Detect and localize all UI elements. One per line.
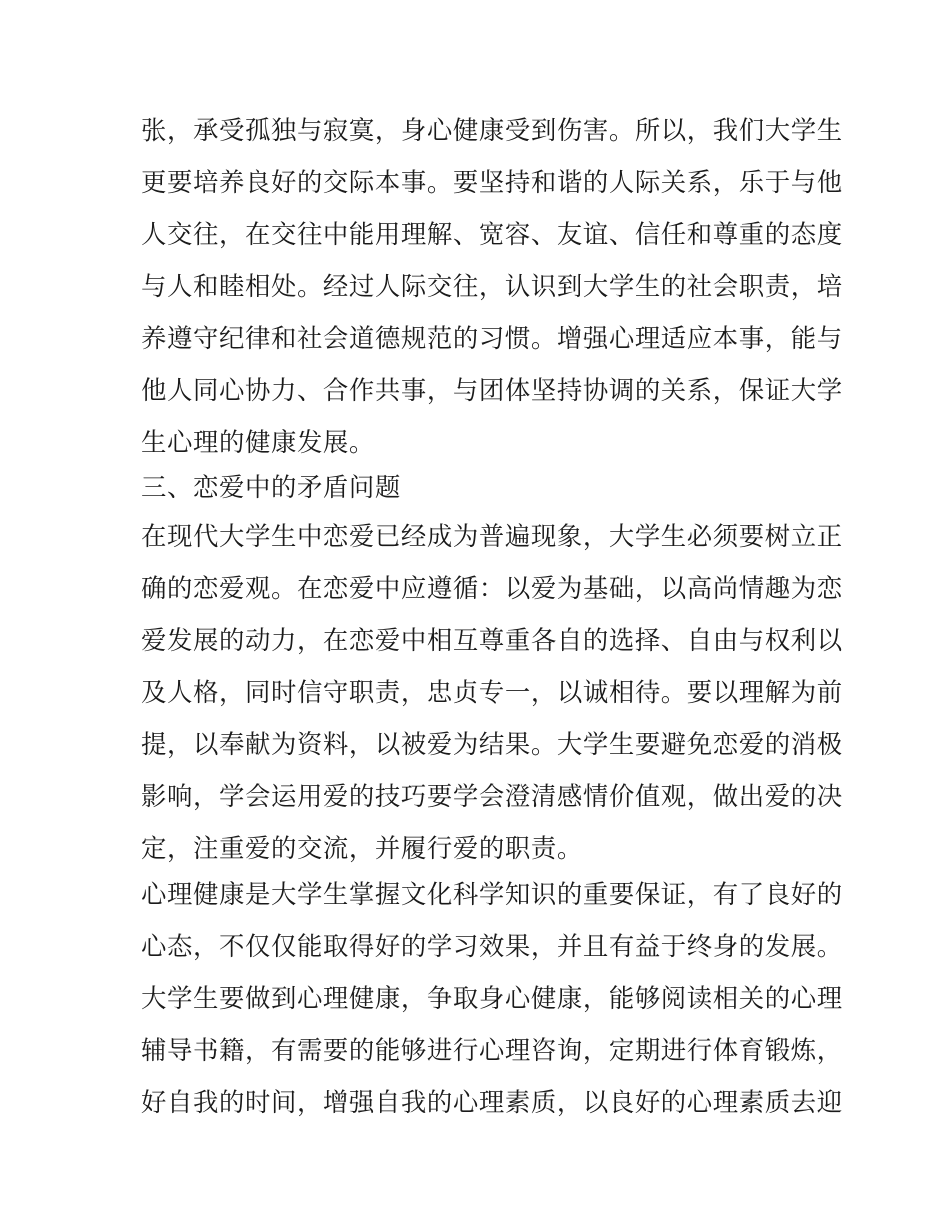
- text-line: 养遵守纪律和社会道德规范的习惯。增强心理适应本事，能与: [141, 323, 843, 353]
- text-line: 大学生要做到心理健康，争取身心健康，能够阅读相关的心理: [141, 983, 843, 1013]
- text-line: 爱发展的动力，在恋爱中相互尊重各自的选择、自由与权利以: [141, 625, 843, 655]
- text-line: 他人同心协力、合作共事，与团体坚持协调的关系，保证大学: [141, 375, 843, 405]
- text-line: 及人格，同时信守职责，忠贞专一，以诚相待。要以理解为前: [141, 677, 843, 707]
- text-line: 影响，学会运用爱的技巧要学会澄清感情价值观，做出爱的决: [141, 781, 843, 811]
- text-line: 人交往，在交往中能用理解、宽容、友谊、信任和尊重的态度: [141, 219, 843, 249]
- text-line: 心态，不仅仅能取得好的学习效果，并且有益于终身的发展。: [141, 931, 843, 961]
- text-line: 在现代大学生中恋爱已经成为普遍现象，大学生必须要树立正: [141, 521, 843, 551]
- text-line: 确的恋爱观。在恋爱中应遵循：以爱为基础，以高尚情趣为恋: [141, 573, 843, 603]
- text-line: 更要培养良好的交际本事。要坚持和谐的人际关系，乐于与他: [141, 167, 843, 197]
- text-line: 定，注重爱的交流，并履行爱的职责。: [141, 833, 583, 863]
- text-line: 生心理的健康发展。: [141, 427, 375, 457]
- section-heading: 三、恋爱中的矛盾问题: [141, 472, 401, 502]
- text-line: 与人和睦相处。经过人际交往，认识到大学生的社会职责，培: [141, 271, 843, 301]
- text-line: 好自我的时间，增强自我的心理素质，以良好的心理素质去迎: [141, 1087, 843, 1117]
- text-line: 提，以奉献为资料，以被爱为结果。大学生要避免恋爱的消极: [141, 729, 843, 759]
- text-line: 辅导书籍，有需要的能够进行心理咨询，定期进行体育锻炼，: [141, 1035, 843, 1065]
- text-line: 心理健康是大学生掌握文化科学知识的重要保证，有了良好的: [141, 879, 843, 909]
- text-line: 张，承受孤独与寂寞，身心健康受到伤害。所以，我们大学生: [141, 115, 843, 145]
